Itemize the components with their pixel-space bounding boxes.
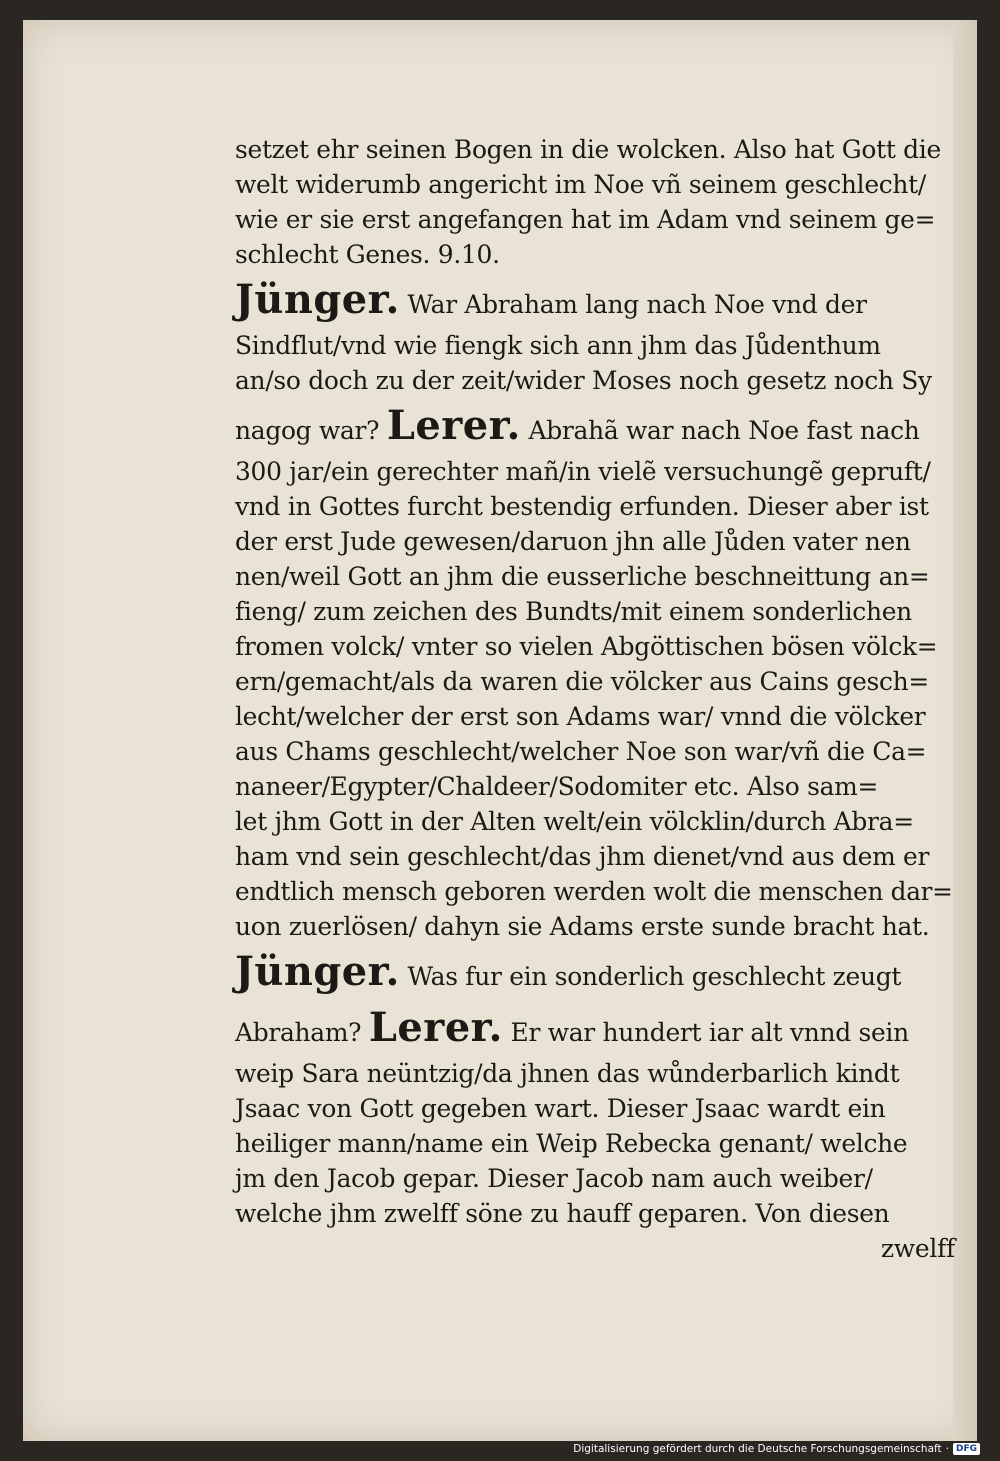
line-text: ham vnd sein geschlecht/das jhm dienet/vnd aus dem er [235,842,930,871]
text-line [235,272,953,328]
text-line [235,804,953,839]
page-edge [953,20,977,1441]
line-lead-text: nagog war? [235,416,380,445]
line-text: Was fur ein sonderlich geschlecht zeugt [407,962,902,991]
line-text: aus Chams geschlecht/welcher Noe son war/vñ die Ca= [235,737,927,766]
text-line [235,202,953,237]
text-line [235,629,953,664]
text-line [235,328,953,363]
line-text: 300 jar/ein gerechter mañ/in vielẽ versuchungẽ gepruft/ [235,457,931,486]
speaker-heading: Jünger. [235,948,400,995]
line-text: Sindflut/vnd wie fiengk sich ann jhm das Jůdenthum [235,331,881,360]
digitization-credit [573,1443,980,1455]
line-text: welt widerumb angericht im Noe vñ seinem geschlecht/ [235,170,927,199]
text-line [235,398,953,454]
page-text [235,132,955,1266]
line-text: vnd in Gottes furcht bestendig erfunden. Dieser aber ist [235,492,929,521]
text-line [235,874,953,909]
line-text: weip Sara neüntzig/da jhnen das wůnderbarlich kindt [235,1059,900,1088]
text-line [235,699,953,734]
text-line [235,1126,953,1161]
line-text: wie er sie erst angefangen hat im Adam vnd seinem ge= [235,205,936,234]
line-text: uon zuerlösen/ dahyn sie Adams erste sunde bracht hat. [235,912,930,941]
text-line [235,559,953,594]
line-text: fieng/ zum zeichen des Bundts/mit einem sonderlichen [235,597,912,626]
speaker-heading: Jünger. [235,276,400,323]
line-text: War Abraham lang nach Noe vnd der [407,290,867,319]
line-text: der erst Jude gewesen/daruon jhn alle Jůden vater nen [235,527,911,556]
credit-text: Digitalisierung gefördert durch die Deutsche Forschungsgemeinschaft [573,1443,942,1455]
line-text: welche jhm zwelff söne zu hauff geparen. Von diesen [235,1199,890,1228]
text-line [235,524,953,559]
line-text: Abrahã war nach Noe fast nach [528,416,920,445]
line-text: Er war hundert iar alt vnnd sein [510,1018,909,1047]
credit-separator: · [945,1443,949,1455]
text-line [235,1000,953,1056]
line-text: fromen volck/ vnter so vielen Abgöttischen bösen völck= [235,632,938,661]
text-line [235,944,953,1000]
text-line [235,454,953,489]
text-line [235,132,953,167]
line-text: an/so doch zu der zeit/wider Moses noch gesetz noch Sy [235,366,932,395]
text-line [235,594,953,629]
book-page [23,20,977,1441]
speaker-heading: Lerer. [386,402,521,449]
line-text: ern/gemacht/als da waren die völcker aus Cains gesch= [235,667,930,696]
text-line [235,1231,955,1266]
line-text: zwelff [880,1234,955,1263]
line-text: jm den Jacob gepar. Dieser Jacob nam auch weiber/ [235,1164,873,1193]
line-lead-text: Abraham? [235,1018,362,1047]
line-text: heiliger mann/name ein Weip Rebecka genant/ welche [235,1129,908,1158]
line-text: schlecht Genes. 9.10. [235,240,500,269]
text-line [235,1091,953,1126]
text-line [235,363,953,398]
line-text: let jhm Gott in der Alten welt/ein völcklin/durch Abra= [235,807,914,836]
text-line [235,734,953,769]
text-line [235,1161,953,1196]
text-line [235,769,953,804]
text-line [235,1196,953,1231]
text-line [235,1056,953,1091]
line-text: naneer/Egypter/Chaldeer/Sodomiter etc. Also sam= [235,772,879,801]
text-line [235,237,953,272]
text-line [235,167,953,202]
text-line [235,664,953,699]
line-text: endtlich mensch geboren werden wolt die menschen dar= [235,877,953,906]
speaker-heading: Lerer. [368,1004,503,1051]
text-line [235,909,953,944]
line-text: nen/weil Gott an jhm die eusserliche beschneittung an= [235,562,930,591]
text-line [235,489,953,524]
line-text: lecht/welcher der erst son Adams war/ vnnd die völcker [235,702,926,731]
text-line [235,839,953,874]
dfg-logo: DFG [953,1443,980,1455]
line-text: Jsaac von Gott gegeben wart. Dieser Jsaac wardt ein [235,1094,886,1123]
line-text: setzet ehr seinen Bogen in die wolcken. Also hat Gott die [235,135,941,164]
